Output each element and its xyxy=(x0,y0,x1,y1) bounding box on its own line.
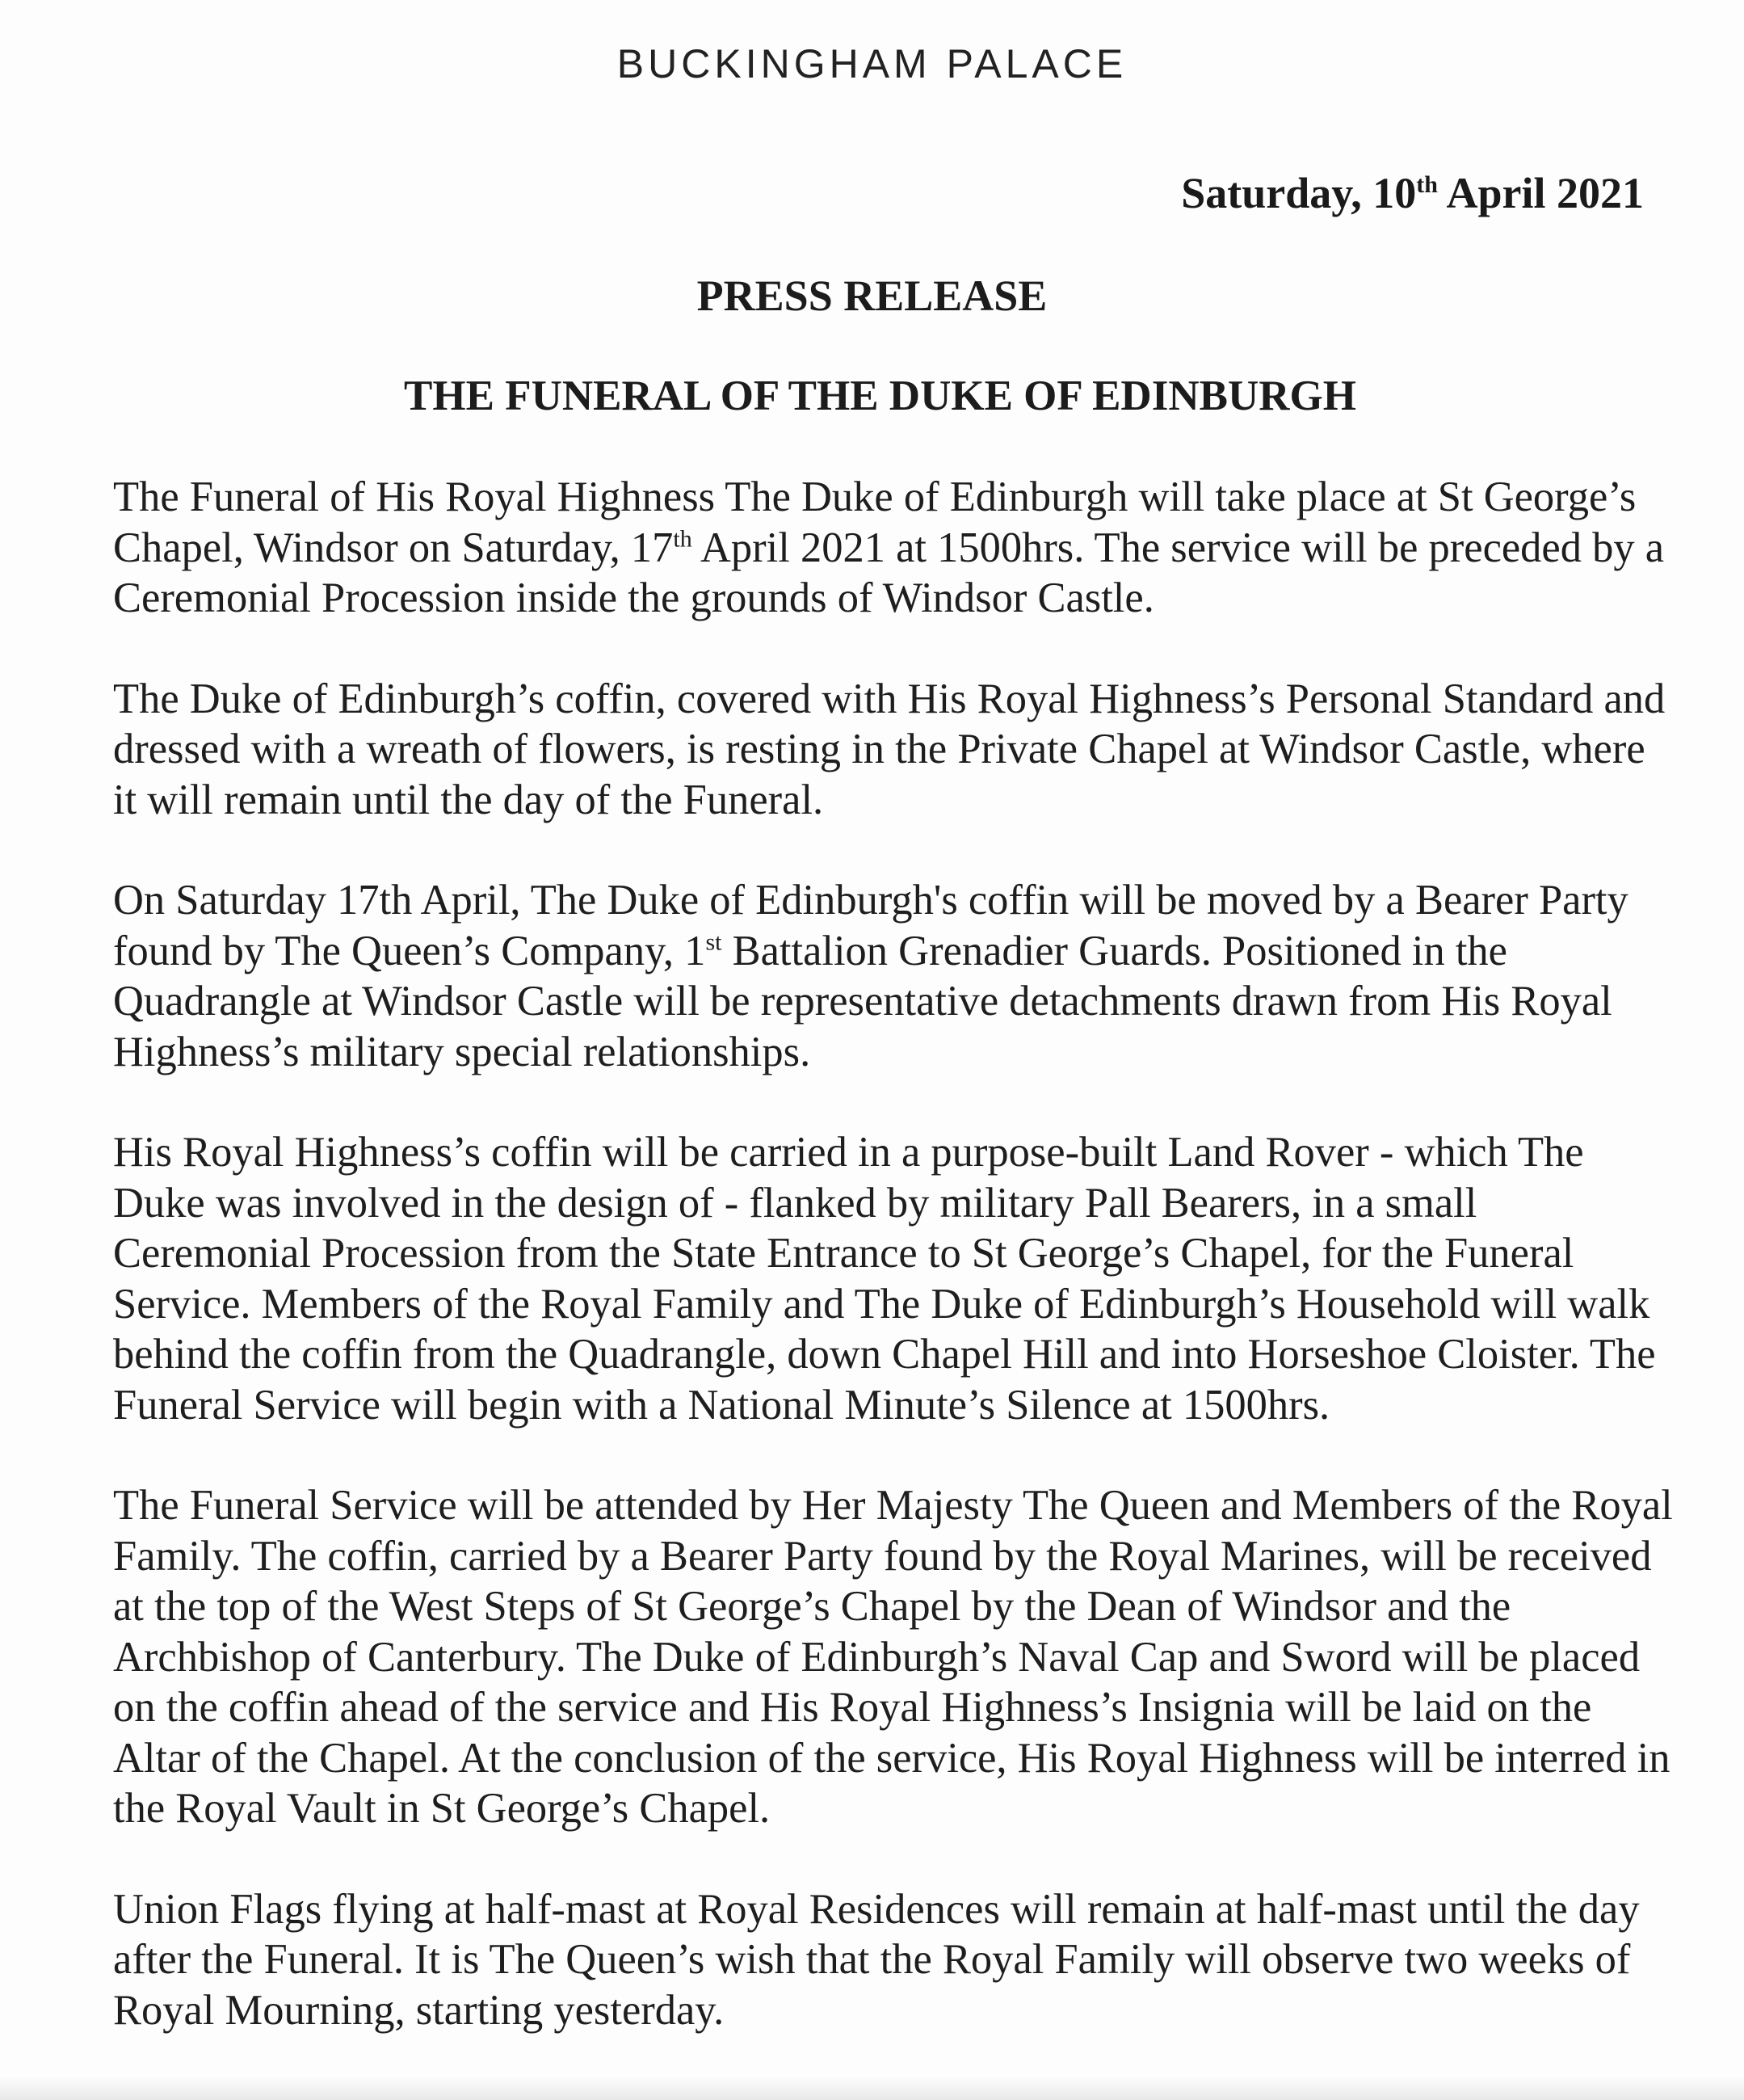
date-ordinal: th xyxy=(1416,171,1438,198)
paragraph-3-ordinal: st xyxy=(705,928,722,955)
paragraph-funeral-service: The Funeral Service will be attended by Her Majesty The Queen and Members of the Royal Family. The coffin, carried by a Bearer Party found by the Royal Marines, will be received at the top of the West Steps of St George’s Chapel by the Dean of Windsor and the Archbishop of Canterbury. The Duke of Edinburgh’s Naval Cap and Sword will be placed on the coffin ahead of the service and His Royal Highness’s Insignia will be laid on the Altar of the Chapel. At the conclusion of the service, His Royal Highness will be interred in the Royal Vault in St George’s Chapel. xyxy=(113,1482,1673,1832)
paragraph-bearer-party xyxy=(113,875,1676,1077)
paragraph-royal-mourning: Union Flags flying at half-mast at Royal Residences will remain at half-mast until the day after the Funeral. It is The Queen’s wish that the Royal Family will observe two weeks of Royal Mourning, starting yesterday. xyxy=(113,1885,1640,2034)
document-type-heading: PRESS RELEASE xyxy=(696,271,1048,320)
paragraph-3-text-b: Battalion Grenadier Guards. Positioned in the Quadrangle at Windsor Castle will be representative detachments drawn from His Royal Highness’s military special relationships. xyxy=(113,927,1612,1075)
paragraph-1-ordinal: th xyxy=(673,525,692,552)
paragraph-procession: His Royal Highness’s coffin will be carried in a purpose-built Land Rover - which The Duke was involved in the design of - flanked by military Pall Bearers, in a small Ceremonial Procession from the State Entrance to St George’s Chapel, for the Funeral Service. Members of the Royal Family and The Duke of Edinburgh’s Household will walk behind the coffin from the Quadrangle, down Chapel Hill and into Horseshoe Cloister. The Funeral Service will begin with a National Minute’s Silence at 1500hrs. xyxy=(113,1129,1656,1429)
press-release-body xyxy=(113,472,1676,2085)
organization-header: BUCKINGHAM PALACE xyxy=(616,41,1128,86)
release-date xyxy=(1181,168,1644,218)
date-weekday-day: Saturday, 10 xyxy=(1181,169,1417,217)
paragraph-coffin-resting: The Duke of Edinburgh’s coffin, covered with His Royal Highness’s Personal Standard and dressed with a wreath of flowers, is resting in the Private Chapel at Windsor Castle, where it will remain until the day of the Funeral. xyxy=(113,675,1666,823)
paragraph-1-text-a: The Funeral of His Royal Highness The Duke of Edinburgh will take place at St George’s Chapel, Windsor on Saturday, 17 xyxy=(113,473,1637,571)
document-title: THE FUNERAL OF THE DUKE OF EDINBURGH xyxy=(404,372,1356,419)
date-month-year: April 2021 xyxy=(1437,169,1644,217)
paragraph-1-text-b: April 2021 at 1500hrs. The service will be preceded by a Ceremonial Procession inside the grounds of Windsor Castle. xyxy=(113,524,1665,621)
page-bottom-shadow xyxy=(0,2076,1744,2100)
paragraph-funeral-date xyxy=(113,472,1676,624)
paragraph-3-text-a: On Saturday 17th April, The Duke of Edinburgh's coffin will be moved by a Bearer Party found by The Queen’s Company, 1 xyxy=(113,877,1628,974)
